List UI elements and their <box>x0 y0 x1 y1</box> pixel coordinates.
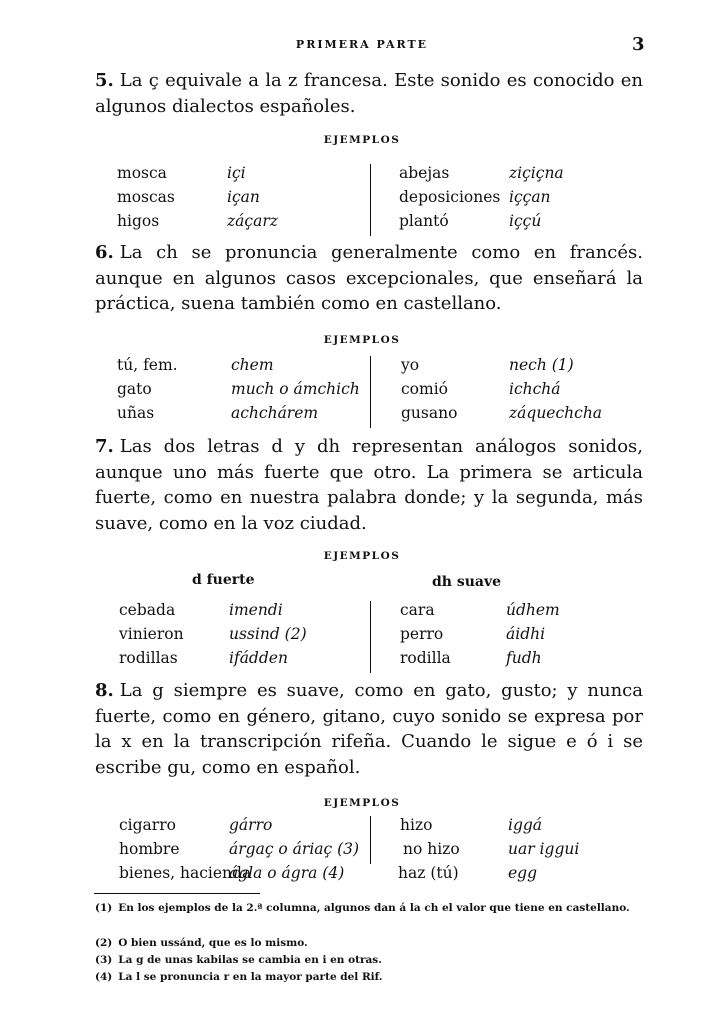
spanish-word: bienes, hacienda <box>119 864 252 882</box>
paragraph-text: La g siempre es suave, como en gato, gusto; y nunca fuerte, como en género, gitano, cuyo sonido se expresa por la x en la transcripción rifeña. Cuando le sigue e ó i se escribe gu, como en español. <box>95 680 649 778</box>
rifian-word: achchárem <box>231 404 319 422</box>
spanish-word: tú, fem. <box>117 356 178 374</box>
spanish-word: comió <box>401 380 448 398</box>
footnote-3 <box>95 953 655 968</box>
rifian-word: iççú <box>509 212 542 230</box>
rifian-word: içi <box>227 164 246 182</box>
footnote-rule <box>94 893 260 894</box>
rifian-word: áidhi <box>506 625 546 643</box>
rifian-word: gárro <box>229 816 273 834</box>
footnote-number: (3) <box>95 954 113 966</box>
table-row <box>117 404 717 428</box>
spanish-word: cebada <box>119 601 176 619</box>
page-number: 3 <box>632 34 645 55</box>
column-divider <box>370 356 371 428</box>
rifian-word: egg <box>508 864 538 882</box>
paragraph-text: Las dos letras d y dh representan análogos sonidos, aunque uno más fuerte que otro. La primera se articula fuerte, como en nuestra palabra donde; y la segunda, más suave, como en la voz ciudad. <box>95 436 649 534</box>
footnote-number: (2) <box>95 937 113 949</box>
examples-heading: EJEMPLOS <box>323 797 401 809</box>
spanish-word: cara <box>400 601 435 619</box>
table-row <box>119 816 719 840</box>
paragraph-7 <box>95 434 649 536</box>
footnote-number: (4) <box>95 971 113 983</box>
table-row <box>117 356 717 380</box>
table-row <box>117 188 717 212</box>
footnote-2 <box>95 936 655 951</box>
examples-heading: EJEMPLOS <box>323 134 401 146</box>
footnote-text: O bien ussánd, que es lo mismo. <box>118 937 308 949</box>
table-row <box>117 380 717 404</box>
rifian-word: much o ámchich <box>231 380 360 398</box>
table-row <box>117 212 717 236</box>
spanish-word: plantó <box>399 212 449 230</box>
paragraph-text: La ch se pronuncia generalmente como en francés. aunque en algunos casos excepcionales, que enseñará la práctica, suena también como en castellano. <box>95 242 649 314</box>
rifian-word: árgaç o áriaç (3) <box>229 840 360 858</box>
spanish-word: hombre <box>119 840 180 858</box>
rifian-word: fudh <box>506 649 542 667</box>
rifian-word: imendi <box>229 601 283 619</box>
rifian-word: iççan <box>509 188 551 206</box>
spanish-word: yo <box>401 356 420 374</box>
footnote-1 <box>95 901 655 916</box>
column-divider <box>370 601 371 673</box>
rifian-word: záçarz <box>227 212 278 230</box>
paragraph-8 <box>95 678 649 780</box>
footnote-text: La g de unas kabilas se cambia en i en otras. <box>118 954 382 966</box>
column-divider <box>370 164 371 236</box>
spanish-word: abejas <box>399 164 450 182</box>
rifian-word: ussind (2) <box>229 625 307 643</box>
rifian-word: nech (1) <box>509 356 574 374</box>
spanish-word: gusano <box>401 404 458 422</box>
rifian-word: içan <box>227 188 260 206</box>
rifian-word: údhem <box>506 601 560 619</box>
spanish-word: uñas <box>117 404 155 422</box>
footnote-text: En los ejemplos de la 2.ª columna, algunos dan á la ch el valor que tiene en castellano. <box>118 902 630 914</box>
column-heading-d-fuerte: d fuerte <box>192 572 255 588</box>
column-divider <box>370 816 371 864</box>
rifian-word: ichchá <box>509 380 561 398</box>
examples-heading: EJEMPLOS <box>323 334 401 346</box>
running-title: PRIMERA PARTE <box>295 38 429 51</box>
rifian-word: ifádden <box>229 649 288 667</box>
paragraph-5 <box>95 68 649 119</box>
spanish-word: rodillas <box>119 649 178 667</box>
footnote-text: La l se pronuncia r en la mayor parte del Rif. <box>118 971 383 983</box>
rifian-word: uar iggui <box>508 840 580 858</box>
column-heading-dh-suave: dh suave <box>432 574 502 590</box>
spanish-word: perro <box>400 625 444 643</box>
spanish-word: mosca <box>117 164 167 182</box>
rifian-word: chem <box>231 356 274 374</box>
paragraph-number: 7. <box>95 436 114 457</box>
spanish-word: moscas <box>117 188 175 206</box>
table-row <box>117 164 717 188</box>
spanish-word: haz (tú) <box>398 864 459 882</box>
table-row <box>119 864 719 888</box>
spanish-word: deposiciones <box>399 188 501 206</box>
spanish-word: gato <box>117 380 152 398</box>
rifian-word: ziçiçna <box>509 164 564 182</box>
paragraph-number: 6. <box>95 242 114 263</box>
footnote-4 <box>95 970 655 985</box>
spanish-word: rodilla <box>400 649 451 667</box>
spanish-word: cigarro <box>119 816 176 834</box>
table-row <box>119 840 719 864</box>
rifian-word: ágla o ágra (4) <box>229 864 345 882</box>
spanish-word: higos <box>117 212 160 230</box>
table-row <box>119 649 719 673</box>
spanish-word: hizo <box>400 816 433 834</box>
table-row <box>119 601 719 625</box>
paragraph-number: 5. <box>95 70 114 91</box>
spanish-word: no hizo <box>403 840 460 858</box>
examples-heading: EJEMPLOS <box>323 550 401 562</box>
footnote-number: (1) <box>95 902 113 914</box>
paragraph-6 <box>95 240 649 317</box>
rifian-word: záquechcha <box>509 404 603 422</box>
spanish-word: vinieron <box>119 625 184 643</box>
rifian-word: iggá <box>508 816 543 834</box>
paragraph-number: 8. <box>95 680 114 701</box>
paragraph-text: La ç equivale a la z francesa. Este sonido es conocido en algunos dialectos españoles. <box>95 70 649 117</box>
table-row <box>119 625 719 649</box>
